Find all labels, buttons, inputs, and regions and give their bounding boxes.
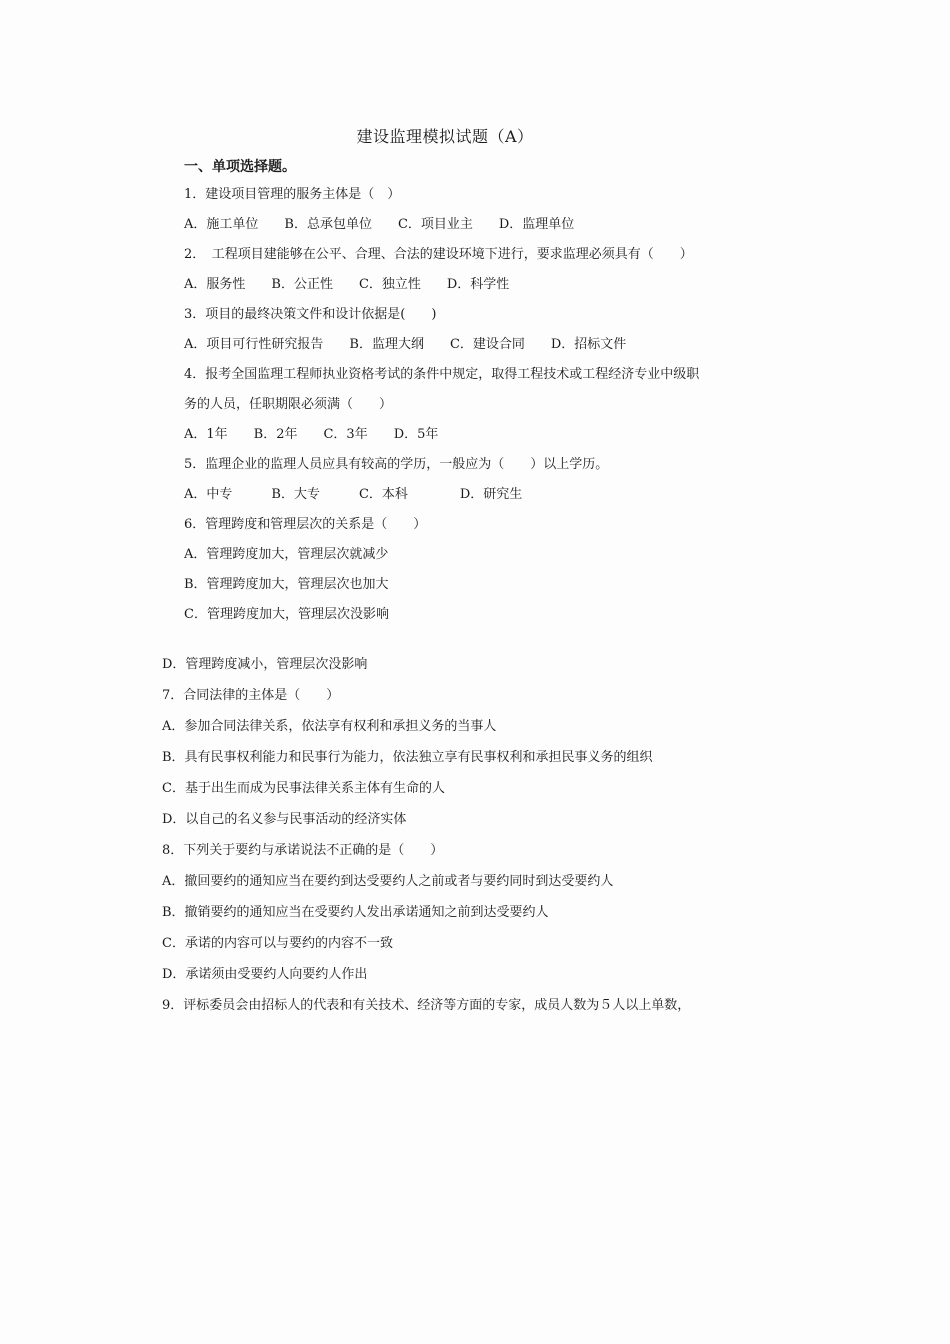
- question-8-option-b: B．撤销要约的通知应当在受要约人发出承诺通知之前到达受要约人: [162, 905, 549, 920]
- question-3-options: A．项目可行性研究报告 B．监理大纲 C．建设合同 D．招标文件: [184, 337, 627, 352]
- question-7-option-a: A．参加合同法律关系，依法享有权利和承担义务的当事人: [162, 719, 497, 734]
- question-5-options: A．中专 B．大专 C．本科 D．研究生: [184, 487, 523, 502]
- question-4-line-1: 4．报考全国监理工程师执业资格考试的条件中规定，取得工程技术或工程经济专业中级职: [184, 367, 700, 382]
- question-7-option-c: C．基于出生而成为民事法律关系主体有生命的人: [162, 781, 445, 796]
- question-7-option-b: B．具有民事权利能力和民事行为能力，依法独立享有民事权利和承担民事义务的组织: [162, 750, 653, 765]
- question-3: 3．项目的最终决策文件和设计依据是( ): [184, 307, 437, 322]
- question-2: 2． 工程项目建能够在公平、合理、合法的建设环境下进行，要求监理必须具有（ ）: [184, 247, 693, 262]
- question-6-option-d: D．管理跨度减小，管理层次没影响: [162, 657, 368, 672]
- question-4-options: A．1年 B．2年 C．3年 D．5年: [184, 427, 439, 442]
- question-1: 1．建设项目管理的服务主体是（ ）: [184, 187, 401, 202]
- section-heading: 一、单项选择题。: [184, 159, 296, 175]
- question-8-option-d: D．承诺须由受要约人向要约人作出: [162, 967, 368, 982]
- question-6-option-b: B．管理跨度加大，管理层次也加大: [184, 577, 389, 592]
- document-title: 建设监理模拟试题（A）: [356, 127, 534, 146]
- question-1-options: A．施工单位 B．总承包单位 C．项目业主 D．监理单位: [184, 217, 575, 232]
- question-9: 9．评标委员会由招标人的代表和有关技术、经济等方面的专家，成员人数为５人以上单数，: [162, 998, 691, 1013]
- question-2-options: A．服务性 B．公正性 C．独立性 D．科学性: [184, 277, 510, 292]
- question-6-option-a: A．管理跨度加大，管理层次就减少: [184, 547, 389, 562]
- question-5: 5．监理企业的监理人员应具有较高的学历，一般应为（ ）以上学历。: [184, 457, 609, 472]
- question-6-option-c: C．管理跨度加大，管理层次没影响: [184, 607, 389, 622]
- question-7: 7．合同法律的主体是（ ）: [162, 688, 340, 703]
- question-8-option-c: C．承诺的内容可以与要约的内容不一致: [162, 936, 393, 951]
- question-4-line-2: 务的人员，任职期限必须满（ ）: [184, 397, 393, 412]
- question-8: 8．下列关于要约与承诺说法不正确的是（ ）: [162, 843, 444, 858]
- question-8-option-a: A．撤回要约的通知应当在要约到达受要约人之前或者与要约同时到达受要约人: [162, 874, 614, 889]
- question-7-option-d: D．以自己的名义参与民事活动的经济实体: [162, 812, 407, 827]
- question-6: 6．管理跨度和管理层次的关系是（ ）: [184, 517, 427, 532]
